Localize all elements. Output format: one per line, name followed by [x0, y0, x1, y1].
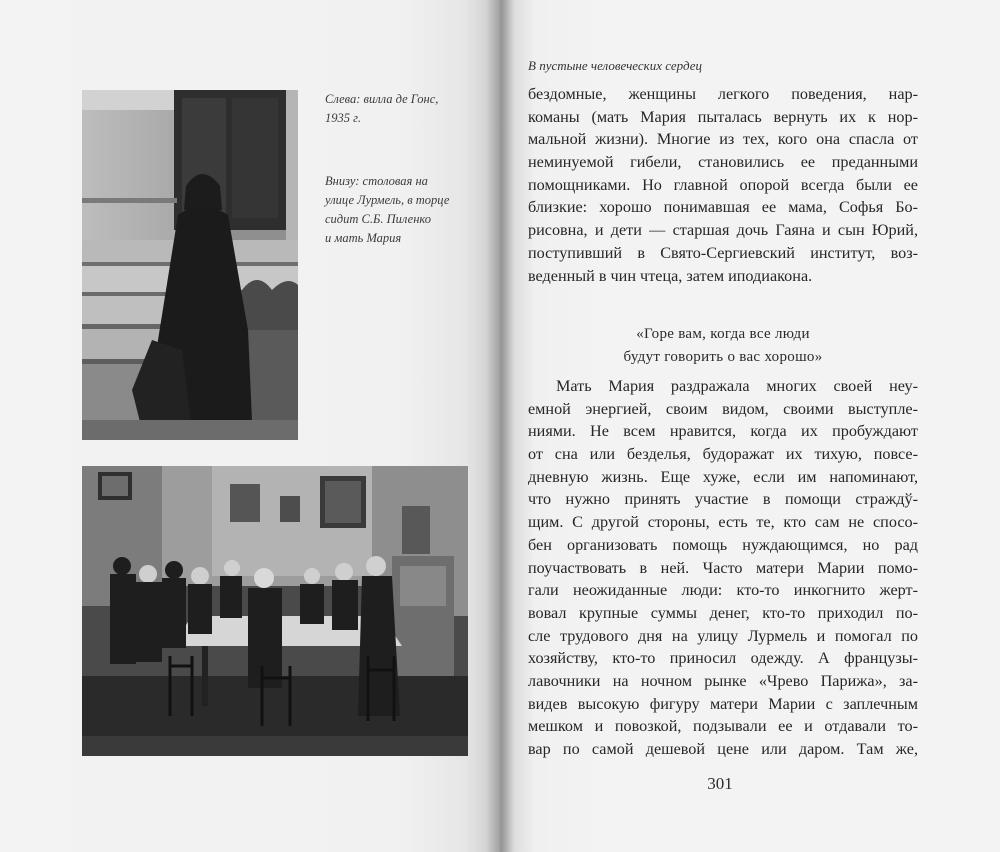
caption-top-photo — [325, 90, 470, 128]
text-line: близкие: хорошо понимавшая ее мама, Софья Бо- — [528, 198, 918, 217]
text-line: вар по самой дешевой цене или даром. Там же, — [528, 740, 918, 758]
text-line: лавочники на ночном рынке «Чрево Парижа», за- — [528, 671, 918, 690]
text-line: сле трудового дня на улицу Лурмель и помогал по — [528, 626, 918, 645]
caption-line: сидит С.Б. Пиленко — [325, 212, 432, 226]
caption-line: Слева: вилла де Гонс, — [325, 92, 439, 106]
text-line: емной энергией, своим видом, своими выступле- — [528, 399, 918, 418]
text-line: видев высокую фигуру матери Марии с заплечным — [528, 694, 918, 713]
heading-line: «Горе вам, когда все люди — [636, 326, 810, 342]
caption-line: улице Лурмель, в торце — [325, 193, 450, 207]
photo-dining-room — [82, 466, 468, 756]
text-line: веденный в чин чтеца, затем иподиакона. — [528, 266, 813, 285]
running-head: В пустыне человеческих сердец — [528, 58, 702, 73]
caption-line: 1935 г. — [325, 111, 361, 125]
text-line: ниями. Не всем нравится, когда их пробуждают — [528, 422, 918, 441]
caption-line: Внизу: столовая на — [325, 174, 428, 188]
caption-line: и мать Мария — [325, 231, 402, 245]
heading-line: будут говорить о вас хорошо» — [623, 349, 823, 365]
text-line: бен организовать помощь нуждающимся, но рад — [528, 535, 918, 554]
text-line: хозяйству, кто-то приносил одежду. А французы- — [528, 649, 918, 668]
paragraph-2 — [528, 375, 918, 761]
text-line: поучаствовать в ней. Часто матери Марии помо- — [528, 558, 918, 577]
paragraph-1 — [528, 83, 918, 287]
section-heading — [528, 323, 918, 369]
text-line: гали неожиданные люди: кто-то инкогнито жерт- — [528, 581, 918, 600]
text-line: мальной жизни). Многие из тех, кого она спасла от — [528, 130, 918, 149]
text-line: поступивший в Свято-Сергиевский институт, воз- — [528, 243, 918, 262]
page-number: 301 — [707, 774, 733, 793]
text-line: рисовна, и дети — старшая дочь Гаяна и сын Юрий, — [528, 221, 918, 240]
book-gutter — [486, 0, 514, 852]
text-line: бездомные, женщины легкого поведения, нар- — [528, 85, 918, 103]
text-line: неминуемой гибели, становились ее преданными — [528, 153, 918, 172]
caption-bottom-photo — [325, 172, 473, 248]
text-line: вовал крупные суммы денег, кто-то приходил по- — [528, 603, 918, 622]
text-line: помощниками. Но главной опорой всегда были ее — [528, 175, 918, 194]
text-line: что нужно принять участие в помощи страждў- — [528, 490, 918, 509]
text-line: дневную жизнь. Еще хуже, если им напоминают, — [528, 467, 918, 486]
text-line: Мать Мария раздражала многих своей неу- — [556, 377, 918, 395]
text-line: команы (мать Мария пыталась вернуть их к нор- — [528, 107, 918, 126]
photo-villa-steps — [82, 90, 298, 440]
text-line: мешком и повозкой, подзывали ее и отдавали то- — [528, 717, 918, 736]
text-line: щим. С другой стороны, есть те, кто сам не спосо- — [528, 513, 918, 532]
text-line: от сна или безделья, будоражат их тихую, повсе- — [528, 445, 918, 464]
